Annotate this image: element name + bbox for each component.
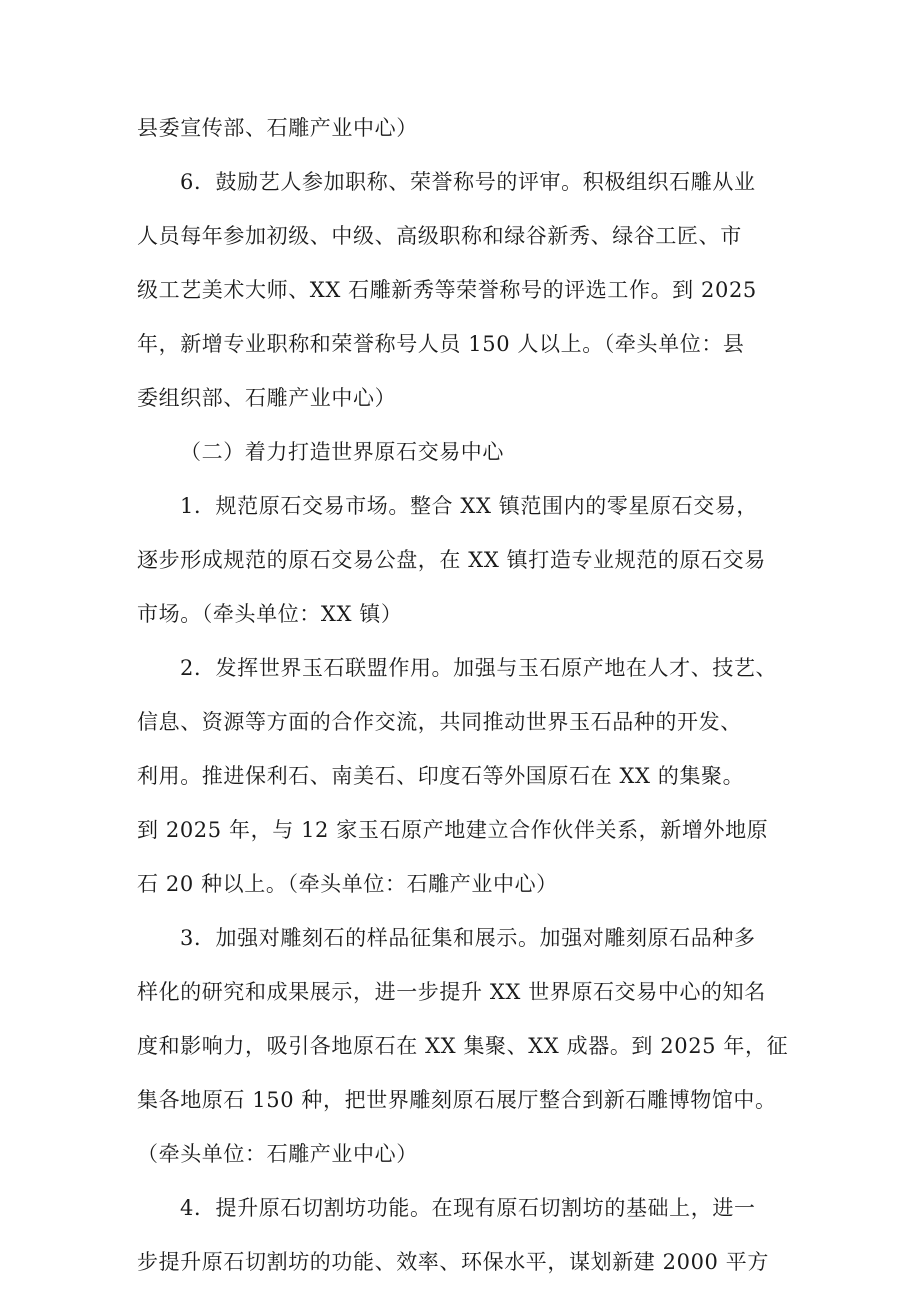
paragraph-item-3: 3．加强对雕刻石的样品征集和展示。加强对雕刻原石品种多: [180, 926, 756, 950]
text-line: 委组织部、石雕产业中心）: [137, 386, 397, 410]
text-line: 步提升原石切割坊的功能、效率、环保水平，谋划新建 2000 平方: [137, 1250, 769, 1274]
section-heading: （二）着力打造世界原石交易中心: [180, 440, 504, 464]
text-line: （牵头单位：石雕产业中心）: [137, 1142, 418, 1166]
text-line: 石 20 种以上。（牵头单位：石雕产业中心）: [137, 872, 558, 896]
text-line: 市场。（牵头单位：XX 镇）: [137, 602, 403, 626]
text-line: 利用。推进保利石、南美石、印度石等外国原石在 XX 的集聚。: [137, 764, 745, 788]
paragraph-item-6: 6．鼓励艺人参加职称、荣誉称号的评审。积极组织石雕从业: [180, 170, 756, 194]
paragraph-item-2: 2．发挥世界玉石联盟作用。加强与玉石原产地在人才、技艺、: [180, 656, 778, 680]
text-line: 人员每年参加初级、中级、高级职称和绿谷新秀、绿谷工匠、市: [137, 224, 742, 248]
text-line: 级工艺美术大师、XX 石雕新秀等荣誉称号的评选工作。到 2025: [137, 278, 757, 302]
text-line: 样化的研究和成果展示，进一步提升 XX 世界原石交易中心的知名: [137, 980, 766, 1004]
paragraph-item-1: 1．规范原石交易市场。整合 XX 镇范围内的零星原石交易，: [180, 494, 759, 518]
text-line: 到 2025 年，与 12 家玉石原产地建立合作伙伴关系，新增外地原: [137, 818, 769, 842]
text-line: 信息、资源等方面的合作交流，共同推动世界玉石品种的开发、: [137, 710, 742, 734]
text-line: 度和影响力，吸引各地原石在 XX 集聚、XX 成器。到 2025 年，征: [137, 1034, 789, 1058]
paragraph-item-4: 4．提升原石切割坊功能。在现有原石切割坊的基础上，进一: [180, 1196, 756, 1220]
text-line: 集各地原石 150 种，把世界雕刻原石展厅整合到新石雕博物馆中。: [137, 1088, 777, 1112]
text-line: 县委宣传部、石雕产业中心）: [137, 116, 418, 140]
text-line: 逐步形成规范的原石交易公盘，在 XX 镇打造专业规范的原石交易: [137, 548, 766, 572]
text-line: 年，新增专业职称和荣誉称号人员 150 人以上。（牵头单位：县: [137, 332, 745, 356]
